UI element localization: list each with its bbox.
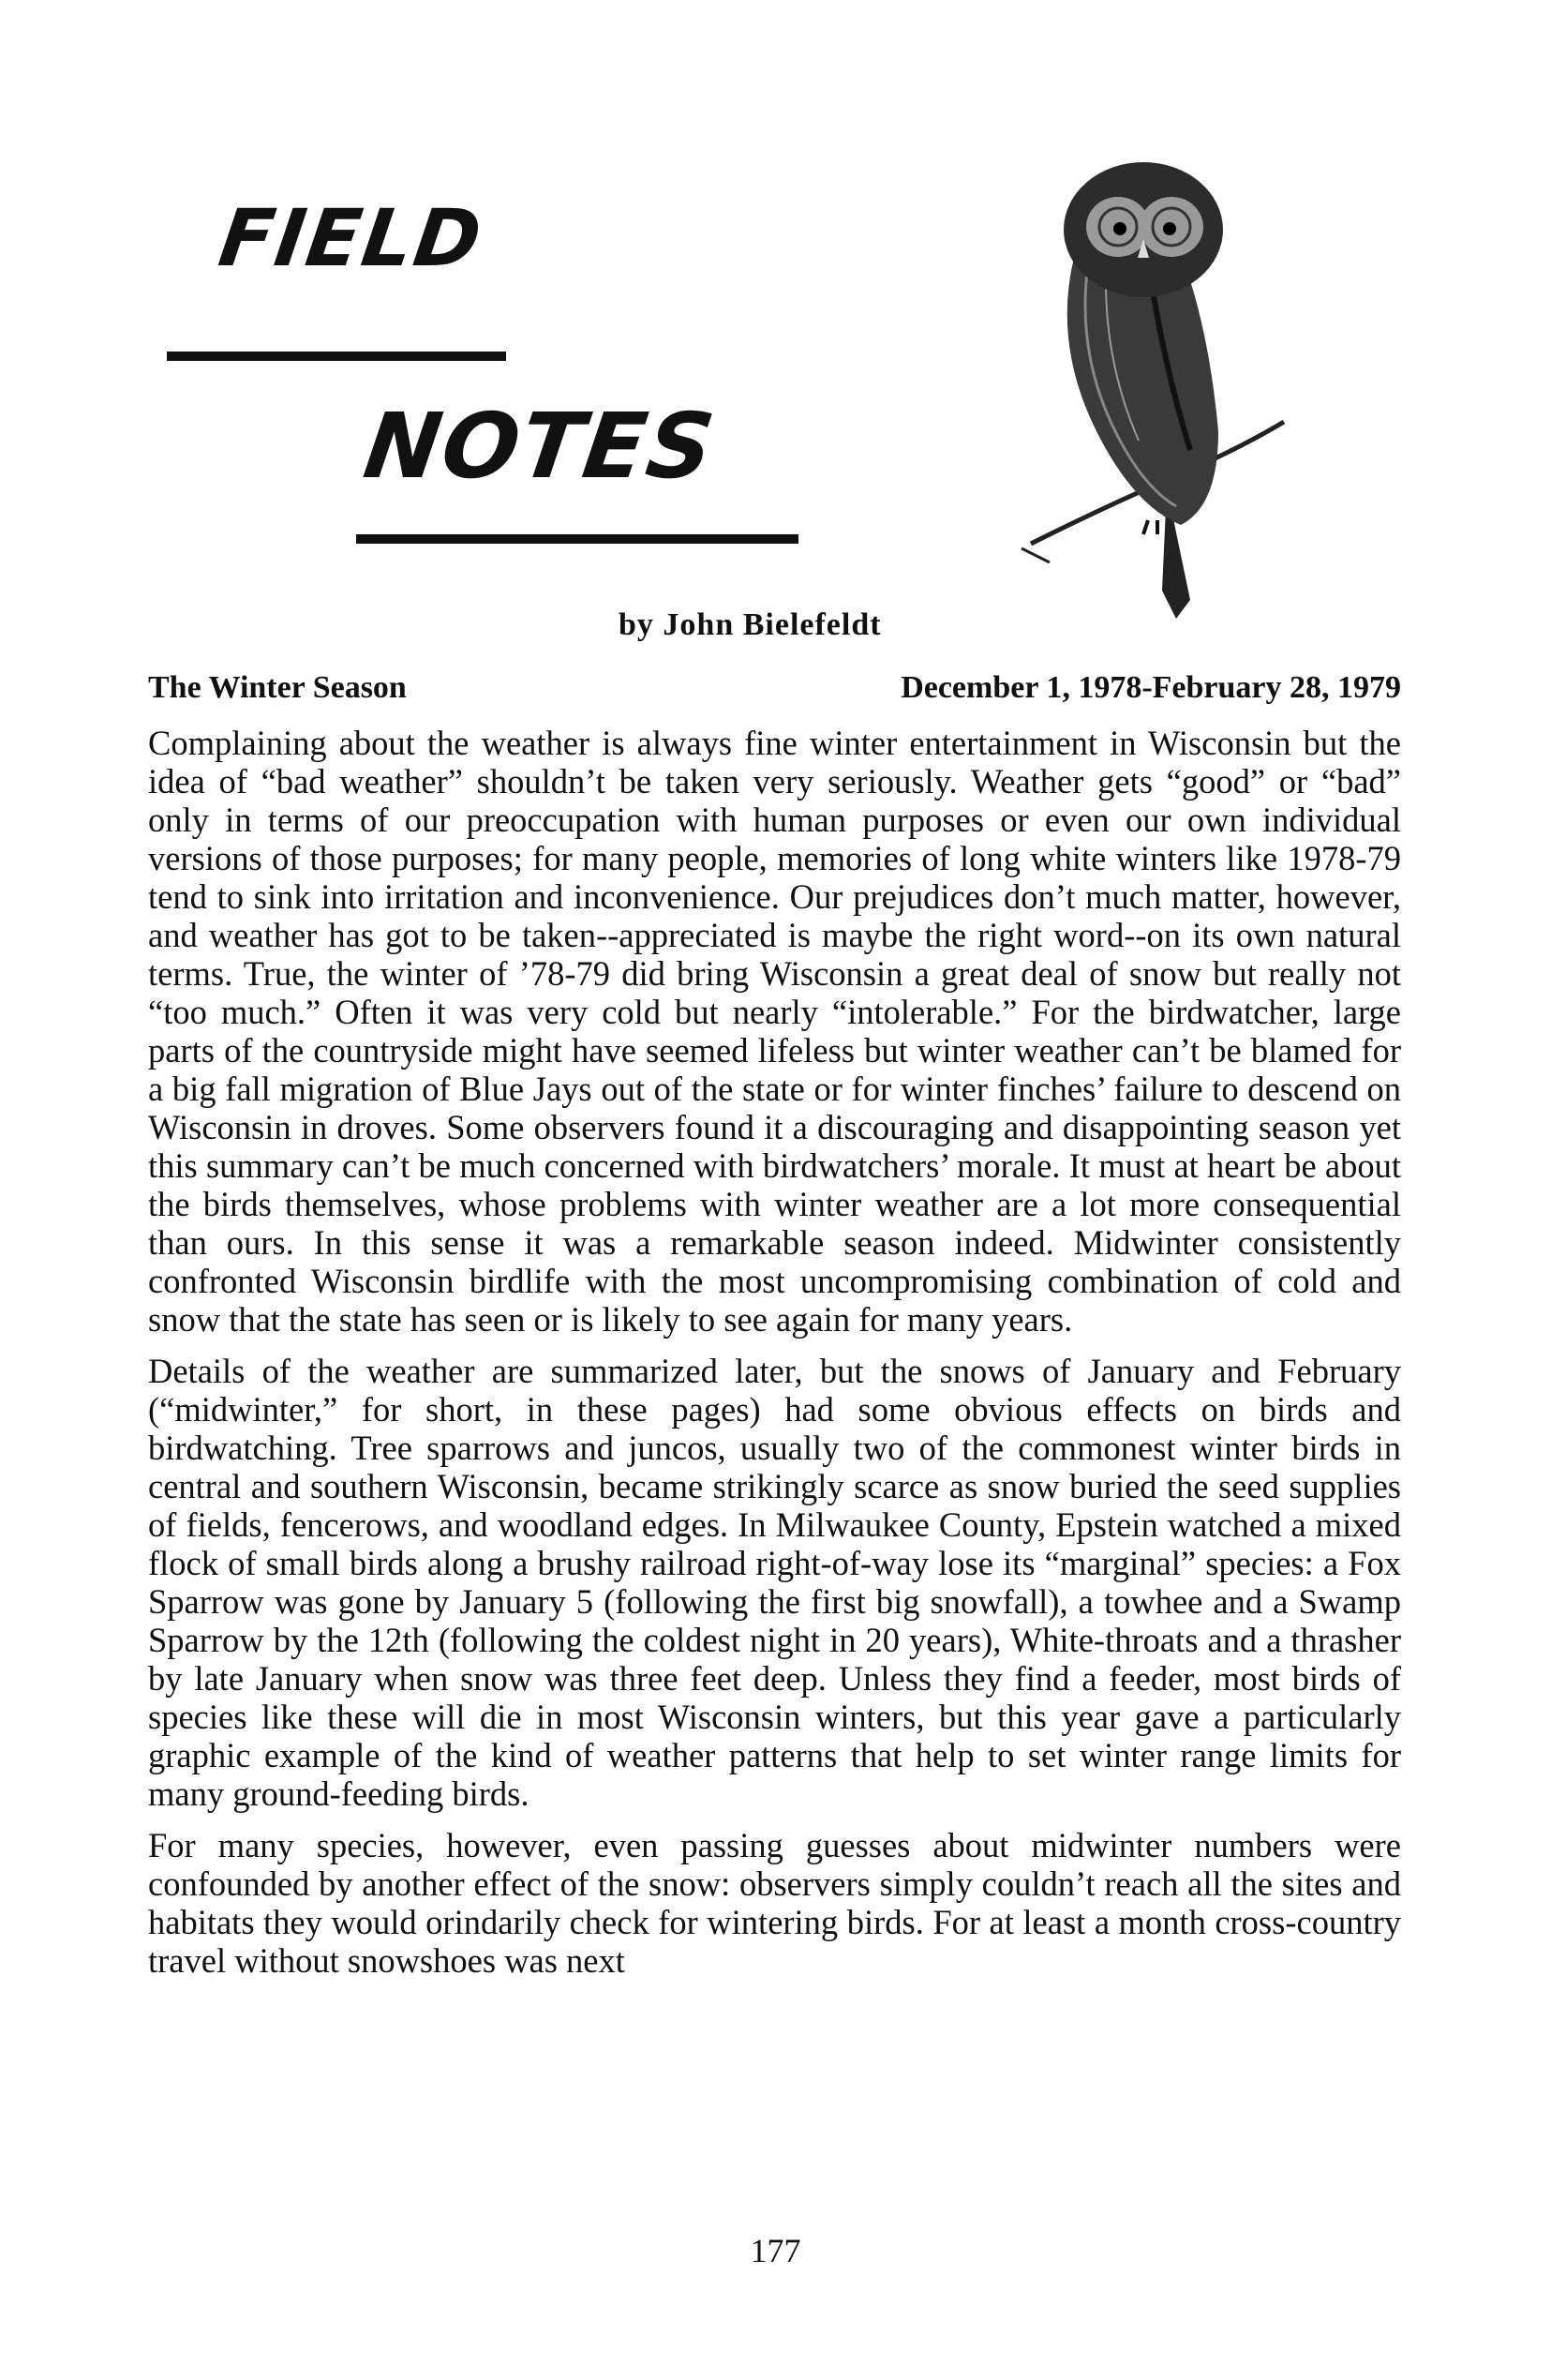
season-dates: December 1, 1978-February 28, 1979 [901, 670, 1401, 705]
season-label: The Winter Season [148, 670, 407, 705]
logo-notes: NOTES [358, 394, 723, 499]
paragraph: For many species, however, even passing guesses about midwinter numbers were confounded by another effect of the snow: observers simply couldn’t reach all the sites and habitats they would orindarily check for wintering birds. For at least a month cross-country travel without snowshoes was next [148, 1826, 1401, 1980]
byline: by John Bielefeldt [619, 607, 882, 642]
logo-rule-bottom [356, 534, 798, 544]
logo-rule-top [167, 352, 506, 361]
article-body [148, 724, 1401, 1993]
logo-field: FIELD [214, 192, 489, 284]
paragraph: Complaining about the weather is always fine winter entertainment in Wisconsin but the idea of “bad weather” shouldn’t be taken very seriously. Weather gets “good” or “bad” only in terms of our preoccupation with human purposes or even our own individual versions of those purposes; for many people, memories of long white winters like 1978-79 tend to sink into irritation and inconvenience. Our prejudices don’t much matter, however, and weather has got to be taken--appreciated is maybe the right word--on its own natural terms. True, the winter of ’78-79 did bring Wisconsin a great deal of snow but really not “too much.” Often it was very cold but nearly “intolerable.” For the birdwatcher, large parts of the countryside might have seemed lifeless but winter weather can’t be blamed for a big fall migration of Blue Jays out of the state or for winter finches’ failure to descend on Wisconsin in droves. Some observers found it a discouraging and disappointing season yet this summary can’t be much concerned with birdwatchers’ morale. It must at heart be about the birds themselves, whose problems with winter weather are a lot more consequential than ours. In this sense it was a remarkable season indeed. Midwinter consistently confronted Wisconsin birdlife with the most uncompromising combination of cold and snow that the state has seen or is likely to see again for many years. [148, 724, 1401, 1339]
owl-illustration-icon [965, 150, 1303, 637]
season-header [148, 670, 1401, 706]
page-number: 177 [750, 2232, 801, 2269]
paragraph: Details of the weather are summarized later, but the snows of January and February (“midwinter,” for short, in these pages) had some obvious effects on birds and birdwatching. Tree sparrows and juncos, usually two of the commonest winter birds in central and southern Wisconsin, became strikingly scarce as snow buried the seed supplies of fields, fencerows, and woodland edges. In Milwaukee County, Epstein watched a mixed flock of small birds along a brushy railroad right-of-way lose its “marginal” species: a Fox Sparrow was gone by January 5 (following the first big snowfall), a towhee and a Swamp Sparrow by the 12th (following the coldest night in 20 years), White-throats and a thrasher by late January when snow was three feet deep. Unless they find a feeder, most birds of species like these will die in most Wisconsin winters, but this year gave a particularly graphic example of the kind of weather patterns that help to set winter range limits for many ground-feeding birds. [148, 1352, 1401, 1813]
